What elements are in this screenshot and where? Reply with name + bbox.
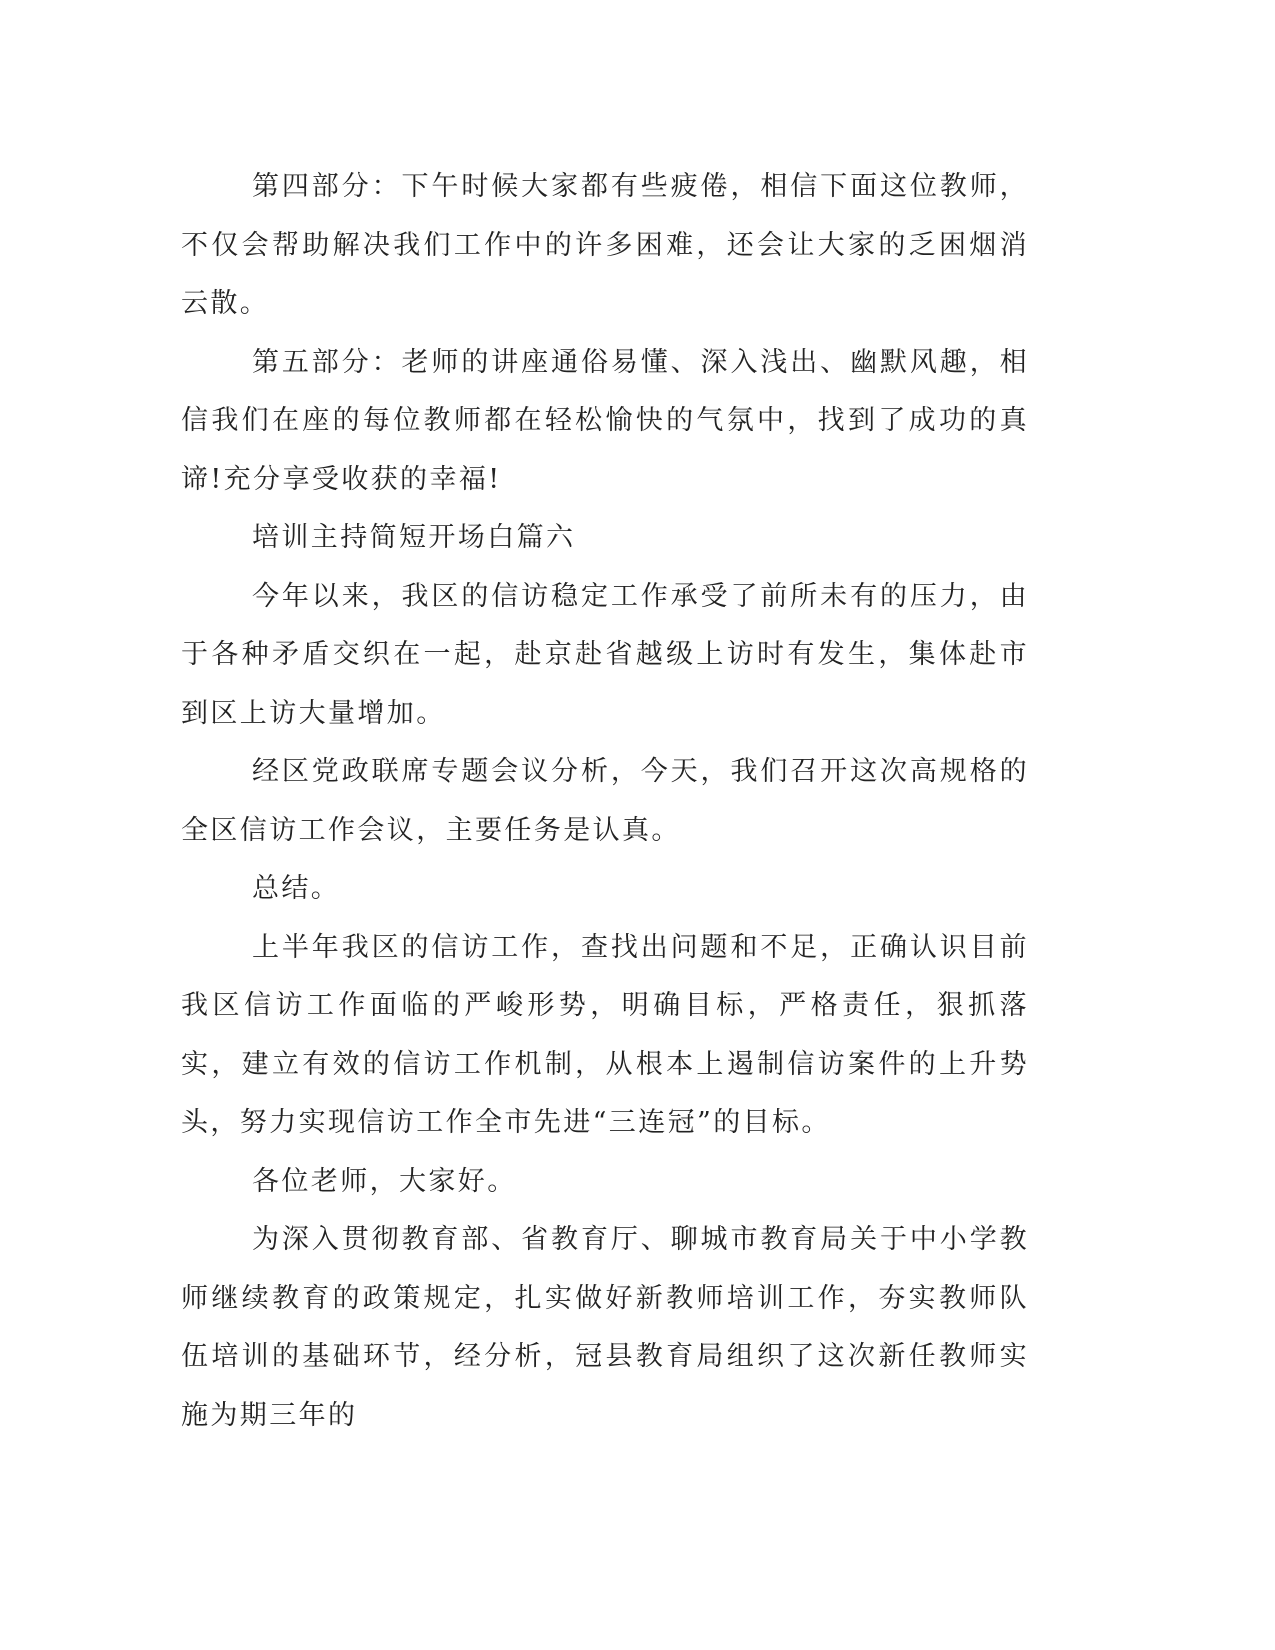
paragraph-summary: 总结。 [252,873,341,904]
paragraph-part-five: 第五部分：老师的讲座通俗易懂、深入浅出、幽默风趣，相信我们在座的每位教师都在轻松愉快的气氛中，找到了成功的真谛!充分享受收获的幸福! [181,346,1029,495]
section-heading: 培训主持简短开场白篇六 [252,522,576,553]
document-body [181,158,1029,1445]
paragraph-first-half-review: 上半年我区的信访工作，查找出问题和不足，正确认识目前我区信访工作面临的严峻形势，明确目标，严格责任，狠抓落实，建立有效的信访工作机制，从根本上遏制信访案件的上升势头，努力实现信访工作全市先进“三连冠”的目标。 [181,931,1029,1138]
paragraph-petition-pressure: 今年以来，我区的信访稳定工作承受了前所未有的压力，由于各种矛盾交织在一起，赴京赴省越级上访时有发生，集体赴市到区上访大量增加。 [181,580,1029,729]
paragraph-meeting-analysis: 经区党政联席专题会议分析，今天，我们召开这次高规格的全区信访工作会议，主要任务是认真。 [181,756,1029,846]
paragraph-teacher-training: 为深入贯彻教育部、省教育厅、聊城市教育局关于中小学教师继续教育的政策规定，扎实做好新教师培训工作，夯实教师队伍培训的基础环节，经分析，冠县教育局组织了这次新任教师实施为期三年的 [181,1224,1029,1431]
paragraph-part-four: 第四部分：下午时候大家都有些疲倦，相信下面这位教师，不仅会帮助解决我们工作中的许多困难，还会让大家的乏困烟消云散。 [181,171,1029,319]
paragraph-greeting: 各位老师，大家好。 [252,1165,517,1197]
